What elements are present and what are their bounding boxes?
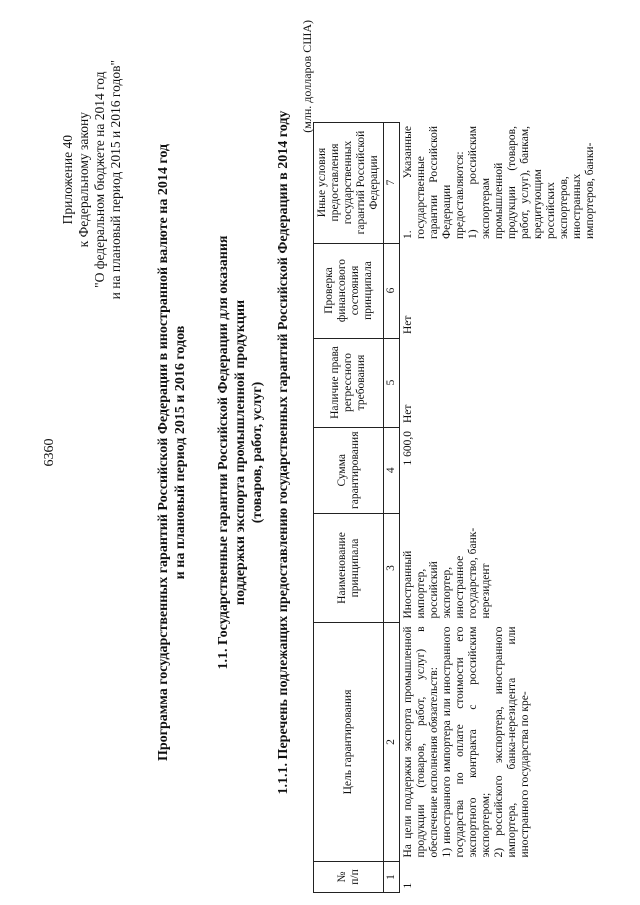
column-number: 2	[384, 623, 400, 862]
section-heading	[215, 40, 266, 865]
financial-check-cell: Нет	[400, 243, 600, 338]
principal-cell: Иностранный импортер, российский экспортер, иностранное государство, банк-нерезидент	[400, 514, 600, 623]
col-header-principal: Наименование принципала	[314, 514, 384, 623]
purpose-paragraph: 2) российского экспортера, иностранного импортера, банка-нерезидента или иностранного государства по кре-	[493, 626, 531, 858]
title-line: Программа государственных гарантий Российской Федерации в иностранной валюте на 2014 год	[156, 143, 171, 762]
recourse-cell: Нет	[400, 338, 600, 427]
column-number: 3	[384, 514, 400, 623]
purpose-paragraph: На цели поддержки экспорта промышленной продукции (товаров, работ, услуг) в обеспечение исполнения обязательств:	[402, 626, 440, 858]
subsection-heading: 1.1.1. Перечень подлежащих предоставлению государственных гарантий Российской Федерации в 2014 году	[276, 110, 291, 795]
col-header-recourse: Наличие права регрессного требования	[314, 338, 384, 427]
table-header-row	[314, 122, 384, 892]
document-title	[155, 40, 189, 865]
purpose-cell	[400, 623, 600, 862]
conditions-paragraph: 1) российским экспортерам промышленной продукции (товаров, работ, услуг), банкам, кредитующим российских экспортеров, иностранных импортеров, банки-	[467, 126, 596, 240]
column-number: 4	[384, 427, 400, 513]
section-line: поддержки экспорта промышленной продукции	[233, 299, 248, 606]
section-line: (товаров, работ, услуг)	[250, 381, 265, 524]
appendix-line: к Федеральному закону	[76, 112, 91, 248]
table-row	[400, 122, 600, 892]
purpose-paragraph: 1) иностранного импортера или иностранного государства по оплате стоимости его экспортного контракта с российским экспортером;	[441, 626, 492, 858]
appendix-line: Приложение 40	[60, 135, 75, 225]
column-number: 7	[384, 122, 400, 243]
column-number: 5	[384, 338, 400, 427]
row-number: 1	[400, 862, 600, 893]
guarantees-table	[313, 122, 599, 893]
page-number: 6360	[42, 438, 57, 467]
column-number: 6	[384, 243, 400, 338]
column-number: 1	[384, 862, 400, 893]
col-header-purpose: Цель гарантирования	[314, 623, 384, 862]
amount-cell: 1 600,0	[400, 427, 600, 513]
appendix-line: "О федеральном бюджете на 2014 год	[92, 71, 107, 288]
col-header-amount: Сумма гарантирования	[314, 427, 384, 513]
conditions-paragraph: 1. Указанные государственные гарантии Российской Федерации предоставляются:	[402, 126, 466, 240]
col-header-other-conditions: Иные условия предоставления государственных гарантий Российской Федерации	[314, 122, 384, 243]
col-header-financial-check: Проверка финансового состояния принципала	[314, 243, 384, 338]
section-line: 1.1. Государственные гарантии Российской Федерации для оказания	[216, 235, 231, 670]
other-conditions-cell	[400, 122, 600, 243]
column-number-row	[384, 122, 400, 892]
title-line: и на плановый период 2015 и 2016 годов	[173, 325, 188, 580]
appendix-line: и на плановый период 2015 и 2016 годов"	[108, 60, 123, 300]
unit-note: (млн. долларов США)	[300, 20, 314, 133]
col-header-num: № п/п	[314, 862, 384, 893]
appendix-header	[60, 60, 124, 299]
